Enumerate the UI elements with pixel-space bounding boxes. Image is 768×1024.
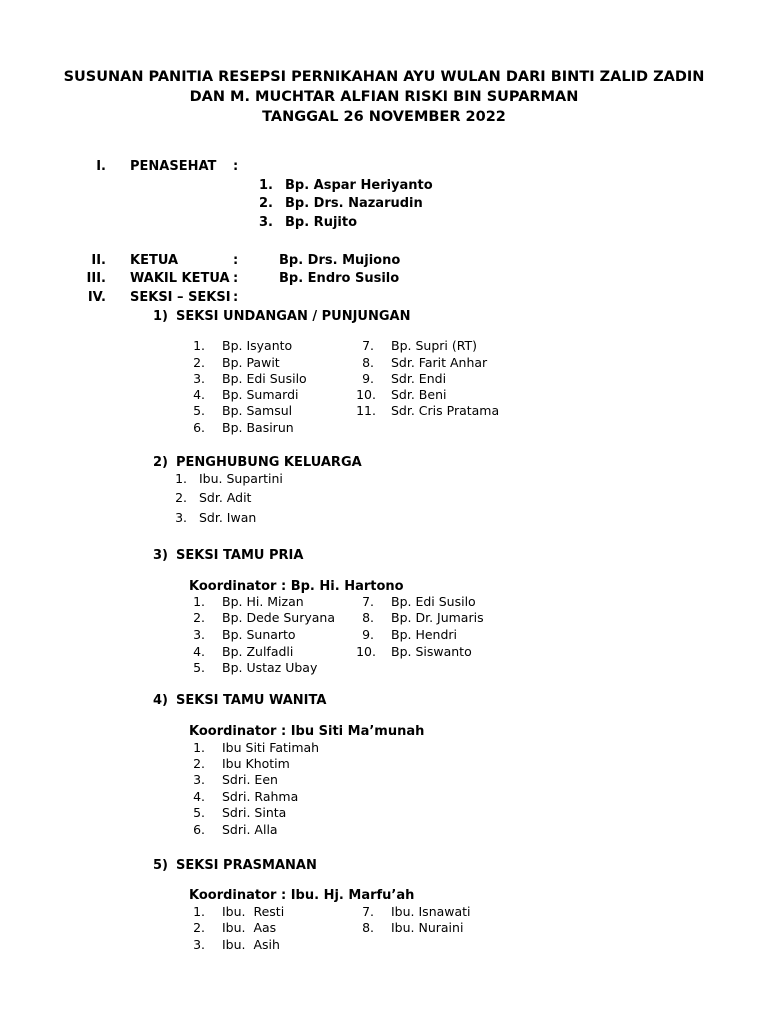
undangan-number: 3. bbox=[193, 371, 205, 386]
tamu-wanita-name: Sdri. Alla bbox=[222, 822, 278, 837]
section-label-wakil-ketua: WAKIL KETUA bbox=[130, 271, 230, 286]
subsection-label-prasmanan: SEKSI PRASMANAN bbox=[176, 858, 317, 873]
undangan-number: 8. bbox=[362, 355, 374, 370]
undangan-name: Sdr. Cris Pratama bbox=[391, 403, 500, 418]
undangan-number: 10. bbox=[356, 387, 376, 402]
penghubung-number: 1. bbox=[175, 471, 187, 486]
undangan-name: Sdr. Beni bbox=[391, 387, 447, 402]
prasmanan-number: 1. bbox=[193, 904, 205, 919]
undangan-name: Bp. Supri (RT) bbox=[391, 338, 477, 353]
subsection-number-penghubung: 2) bbox=[153, 455, 168, 470]
prasmanan-name: Ibu. Asih bbox=[222, 937, 280, 952]
tamu-pria-number: 10. bbox=[356, 644, 376, 659]
subsection-label-tamu-pria: SEKSI TAMU PRIA bbox=[176, 548, 304, 563]
tamu-pria-number: 2. bbox=[193, 610, 205, 625]
tamu-pria-number: 3. bbox=[193, 627, 205, 642]
document-title-line-3: TANGGAL 26 NOVEMBER 2022 bbox=[262, 109, 506, 125]
undangan-number: 9. bbox=[362, 371, 374, 386]
section-colon-ketua: : bbox=[233, 253, 239, 268]
prasmanan-number: 3. bbox=[193, 937, 205, 952]
subsection-number-tamu-pria: 3) bbox=[153, 548, 168, 563]
document-title-line-1: SUSUNAN PANITIA RESEPSI PERNIKAHAN AYU WULAN DARI BINTI ZALID ZADIN bbox=[63, 69, 705, 85]
prasmanan-name: Ibu. Resti bbox=[222, 904, 285, 919]
penasehat-name: Bp. Drs. Nazarudin bbox=[285, 196, 423, 211]
tamu-pria-number: 5. bbox=[193, 660, 205, 675]
tamu-wanita-name: Sdri. Sinta bbox=[222, 805, 287, 820]
tamu-wanita-number: 2. bbox=[193, 756, 205, 771]
prasmanan-number: 8. bbox=[362, 920, 374, 935]
section-value-wakil-ketua: Bp. Endro Susilo bbox=[279, 271, 400, 286]
tamu-pria-number: 9. bbox=[362, 627, 374, 642]
section-number-wakil-ketua: III. bbox=[86, 271, 106, 286]
penghubung-name: Ibu. Supartini bbox=[199, 471, 283, 486]
tamu-pria-name: Bp. Dr. Jumaris bbox=[391, 610, 484, 625]
undangan-name: Bp. Basirun bbox=[222, 420, 294, 435]
koordinator-tamu-pria: Koordinator : Bp. Hi. Hartono bbox=[189, 579, 404, 594]
section-label-penasehat: PENASEHAT bbox=[130, 159, 217, 174]
undangan-number: 5. bbox=[193, 403, 205, 418]
koordinator-tamu-wanita: Koordinator : Ibu Siti Ma’munah bbox=[189, 724, 425, 739]
tamu-wanita-name: Ibu Siti Fatimah bbox=[222, 740, 320, 755]
prasmanan-name: Ibu. Nuraini bbox=[391, 920, 464, 935]
tamu-pria-name: Bp. Dede Suryana bbox=[222, 610, 336, 625]
undangan-number: 2. bbox=[193, 355, 205, 370]
tamu-wanita-name: Ibu Khotim bbox=[222, 756, 290, 771]
undangan-number: 7. bbox=[362, 338, 374, 353]
undangan-name: Bp. Isyanto bbox=[222, 338, 293, 353]
tamu-wanita-name: Sdri. Een bbox=[222, 772, 278, 787]
subsection-label-tamu-wanita: SEKSI TAMU WANITA bbox=[176, 693, 327, 708]
undangan-number: 6. bbox=[193, 420, 205, 435]
prasmanan-number: 7. bbox=[362, 904, 374, 919]
tamu-pria-number: 1. bbox=[193, 594, 205, 609]
section-number-ketua: II. bbox=[91, 253, 106, 268]
tamu-wanita-number: 4. bbox=[193, 789, 205, 804]
tamu-pria-number: 8. bbox=[362, 610, 374, 625]
tamu-wanita-number: 1. bbox=[193, 740, 205, 755]
section-number-seksi: IV. bbox=[87, 290, 106, 305]
penasehat-name: Bp. Rujito bbox=[285, 215, 358, 230]
undangan-name: Sdr. Endi bbox=[391, 371, 447, 386]
tamu-pria-name: Bp. Edi Susilo bbox=[391, 594, 476, 609]
section-value-ketua: Bp. Drs. Mujiono bbox=[279, 253, 401, 268]
undangan-name: Bp. Pawit bbox=[222, 355, 280, 370]
tamu-pria-name: Bp. Siswanto bbox=[391, 644, 472, 659]
undangan-name: Sdr. Farit Anhar bbox=[391, 355, 488, 370]
penghubung-number: 3. bbox=[175, 510, 187, 525]
tamu-pria-number: 4. bbox=[193, 644, 205, 659]
tamu-pria-number: 7. bbox=[362, 594, 374, 609]
tamu-pria-name: Bp. Hendri bbox=[391, 627, 458, 642]
tamu-wanita-number: 3. bbox=[193, 772, 205, 787]
undangan-name: Bp. Samsul bbox=[222, 403, 293, 418]
penasehat-number: 3. bbox=[259, 215, 273, 230]
prasmanan-number: 2. bbox=[193, 920, 205, 935]
prasmanan-name: Ibu. Aas bbox=[222, 920, 277, 935]
undangan-number: 1. bbox=[193, 338, 205, 353]
subsection-label-penghubung: PENGHUBUNG KELUARGA bbox=[176, 455, 362, 470]
undangan-number: 11. bbox=[356, 403, 376, 418]
tamu-wanita-number: 6. bbox=[193, 822, 205, 837]
section-colon-seksi: : bbox=[233, 290, 239, 305]
section-label-seksi: SEKSI – SEKSI bbox=[130, 290, 231, 305]
subsection-number-prasmanan: 5) bbox=[153, 858, 168, 873]
penghubung-number: 2. bbox=[175, 490, 187, 505]
koordinator-prasmanan: Koordinator : Ibu. Hj. Marfu’ah bbox=[189, 888, 415, 903]
section-number-penasehat: I. bbox=[96, 159, 106, 174]
penghubung-name: Sdr. Iwan bbox=[199, 510, 257, 525]
prasmanan-name: Ibu. Isnawati bbox=[391, 904, 471, 919]
section-label-ketua: KETUA bbox=[130, 253, 179, 268]
subsection-number-undangan: 1) bbox=[153, 309, 168, 324]
tamu-pria-name: Bp. Zulfadli bbox=[222, 644, 294, 659]
tamu-pria-name: Bp. Ustaz Ubay bbox=[222, 660, 318, 675]
penasehat-number: 1. bbox=[259, 178, 273, 193]
section-colon-penasehat: : bbox=[233, 159, 239, 174]
tamu-pria-name: Bp. Sunarto bbox=[222, 627, 296, 642]
tamu-wanita-name: Sdri. Rahma bbox=[222, 789, 299, 804]
undangan-number: 4. bbox=[193, 387, 205, 402]
section-colon-wakil-ketua: : bbox=[233, 271, 239, 286]
document-title-line-2: DAN M. MUCHTAR ALFIAN RISKI BIN SUPARMAN bbox=[189, 89, 579, 105]
undangan-name: Bp. Edi Susilo bbox=[222, 371, 307, 386]
penasehat-number: 2. bbox=[259, 196, 273, 211]
tamu-pria-name: Bp. Hi. Mizan bbox=[222, 594, 304, 609]
penghubung-name: Sdr. Adit bbox=[199, 490, 252, 505]
penasehat-name: Bp. Aspar Heriyanto bbox=[285, 178, 433, 193]
tamu-wanita-number: 5. bbox=[193, 805, 205, 820]
subsection-number-tamu-wanita: 4) bbox=[153, 693, 168, 708]
subsection-label-undangan: SEKSI UNDANGAN / PUNJUNGAN bbox=[176, 309, 411, 324]
undangan-name: Bp. Sumardi bbox=[222, 387, 299, 402]
